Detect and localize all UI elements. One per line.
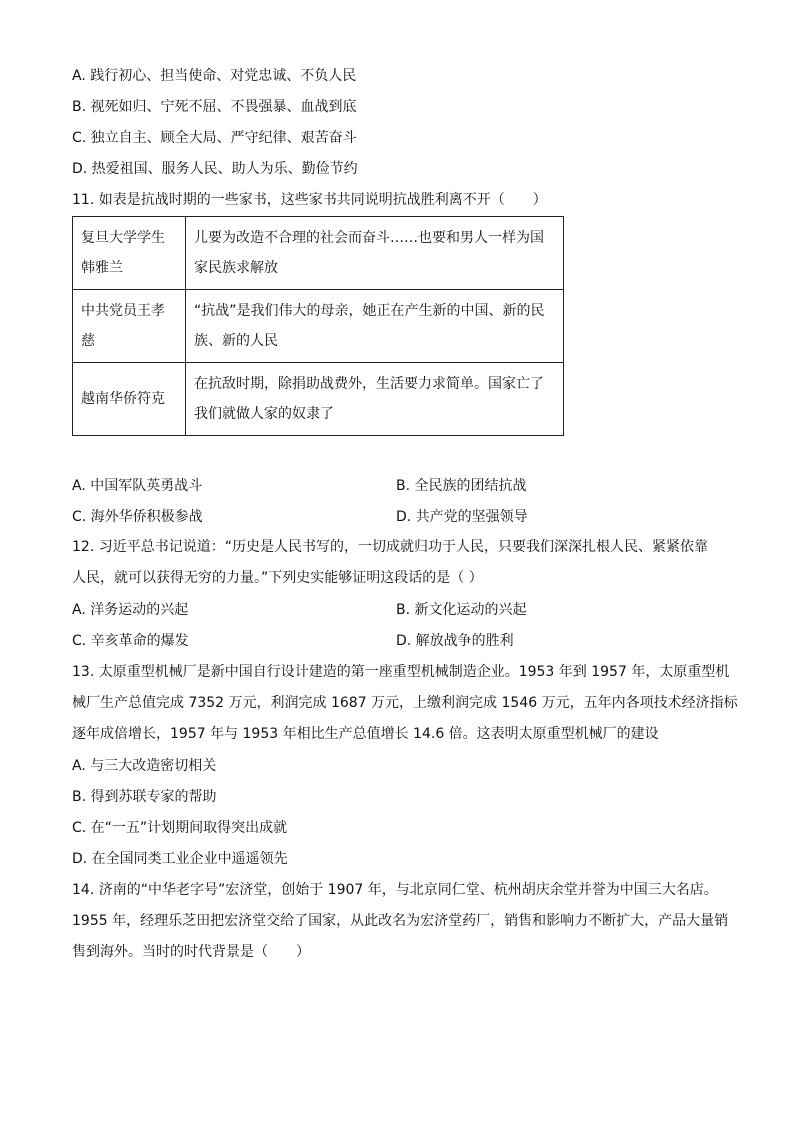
q11-option-b: B. 全民族的团结抗战 (396, 478, 527, 494)
q13-stem-line3: 逐年成倍增长，1957 年与 1953 年相比生产总值增长 14.6 倍。这表明太原重型机械厂的建设 (72, 726, 659, 742)
q10-option-a: A. 践行初心、担当使命、对党忠诚、不负人民 (72, 68, 357, 84)
letter-excerpt: “抗战”是我们伟大的母亲，她正在产生新的中国、新的民族、新的人民 (186, 290, 564, 363)
q12-stem-line2: 人民，就可以获得无穷的力量。”下列史实能够证明这段话的是（ ） (72, 570, 483, 586)
q14-stem-line1: 14. 济南的“中华老字号”宏济堂，创始于 1907 年，与北京同仁堂、杭州胡庆余堂并誉为中国三大名店。 (72, 882, 718, 898)
q13-option-c: C. 在“一五”计划期间取得突出成就 (72, 820, 288, 836)
q10-option-b: B. 视死如归、宁死不屈、不畏强暴、血战到底 (72, 99, 357, 115)
q10-option-c: C. 独立自主、顾全大局、严守纪律、艰苦奋斗 (72, 130, 357, 146)
letter-writer: 中共党员王孝慈 (73, 290, 186, 363)
letter-excerpt: 在抗敌时期，除捐助战费外，生活要力求简单。国家亡了我们就做人家的奴隶了 (186, 363, 564, 436)
q12-option-a: A. 洋务运动的兴起 (72, 602, 189, 618)
letter-writer: 越南华侨符克 (73, 363, 186, 436)
letter-writer: 复旦大学学生韩雅兰 (73, 217, 186, 290)
table-row (73, 290, 564, 363)
q13-option-b: B. 得到苏联专家的帮助 (72, 789, 217, 805)
table-row (73, 217, 564, 290)
q11-option-d: D. 共产党的坚强领导 (396, 509, 528, 525)
q12-option-d: D. 解放战争的胜利 (396, 633, 514, 649)
q10-option-d: D. 热爱祖国、服务人民、助人为乐、勤俭节约 (72, 161, 358, 177)
q11-stem: 11. 如表是抗战时期的一些家书，这些家书共同说明抗战胜利离不开（ ） (72, 192, 547, 208)
q11-option-a: A. 中国军队英勇战斗 (72, 478, 203, 494)
q12-option-b: B. 新文化运动的兴起 (396, 602, 527, 618)
q12-stem-line1: 12. 习近平总书记说道：“历史是人民书写的，一切成就归功于人民，只要我们深深扎根人民、紧紧依靠 (72, 539, 708, 555)
q13-option-d: D. 在全国同类工业企业中遥遥领先 (72, 851, 288, 867)
q13-stem-line2: 械厂生产总值完成 7352 万元，利润完成 1687 万元，上缴利润完成 1546 万元，五年内各项技术经济指标 (72, 695, 738, 711)
q13-stem-line1: 13. 太原重型机械厂是新中国自行设计建造的第一座重型机械制造企业。1953 年到 1957 年，太原重型机 (72, 664, 730, 680)
q11-option-c: C. 海外华侨积极参战 (72, 509, 203, 525)
q13-option-a: A. 与三大改造密切相关 (72, 758, 217, 774)
q12-option-c: C. 辛亥革命的爆发 (72, 633, 189, 649)
table-row (73, 363, 564, 436)
letter-excerpt: 儿要为改造不合理的社会而奋斗……也要和男人一样为国家民族求解放 (186, 217, 564, 290)
q14-stem-line2: 1955 年，经理乐芝田把宏济堂交给了国家，从此改名为宏济堂药厂，销售和影响力不断扩大，产品大量销 (72, 913, 729, 929)
family-letters-table (72, 216, 564, 436)
q14-stem-line3: 售到海外。当时的时代背景是（ ） (72, 944, 310, 960)
